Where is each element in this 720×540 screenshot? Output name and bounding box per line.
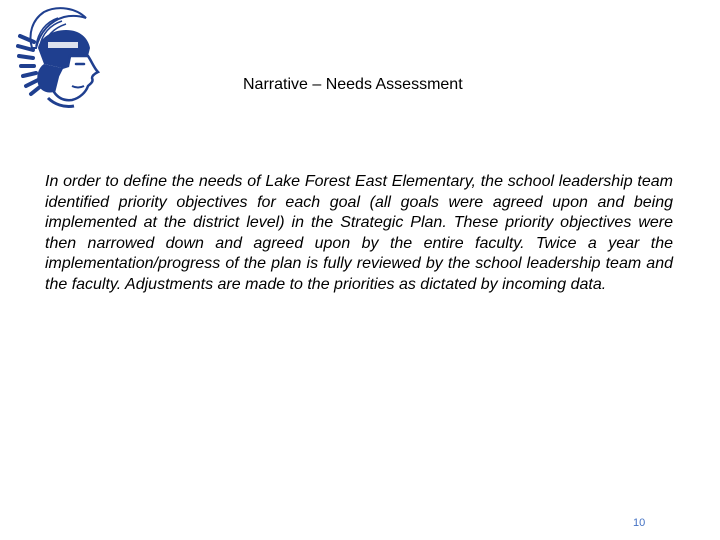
spartan-mascot-logo: [14, 6, 106, 110]
narrative-paragraph: In order to define the needs of Lake Forest East Elementary, the school leadership team identified priority objectives for each goal (all goals were agreed upon and being implemented at the district level) in the Strategic Plan. These priority objectives were then narrowed down and agreed upon by the entire faculty. Twice a year the implementation/progress of the plan is fully reviewed by the school leadership team and the faculty. Adjustments are made to the priorities as dictated by incoming data.: [45, 173, 673, 293]
slide-title: Narrative – Needs Assessment: [243, 76, 463, 93]
page-number: 10: [633, 517, 646, 529]
